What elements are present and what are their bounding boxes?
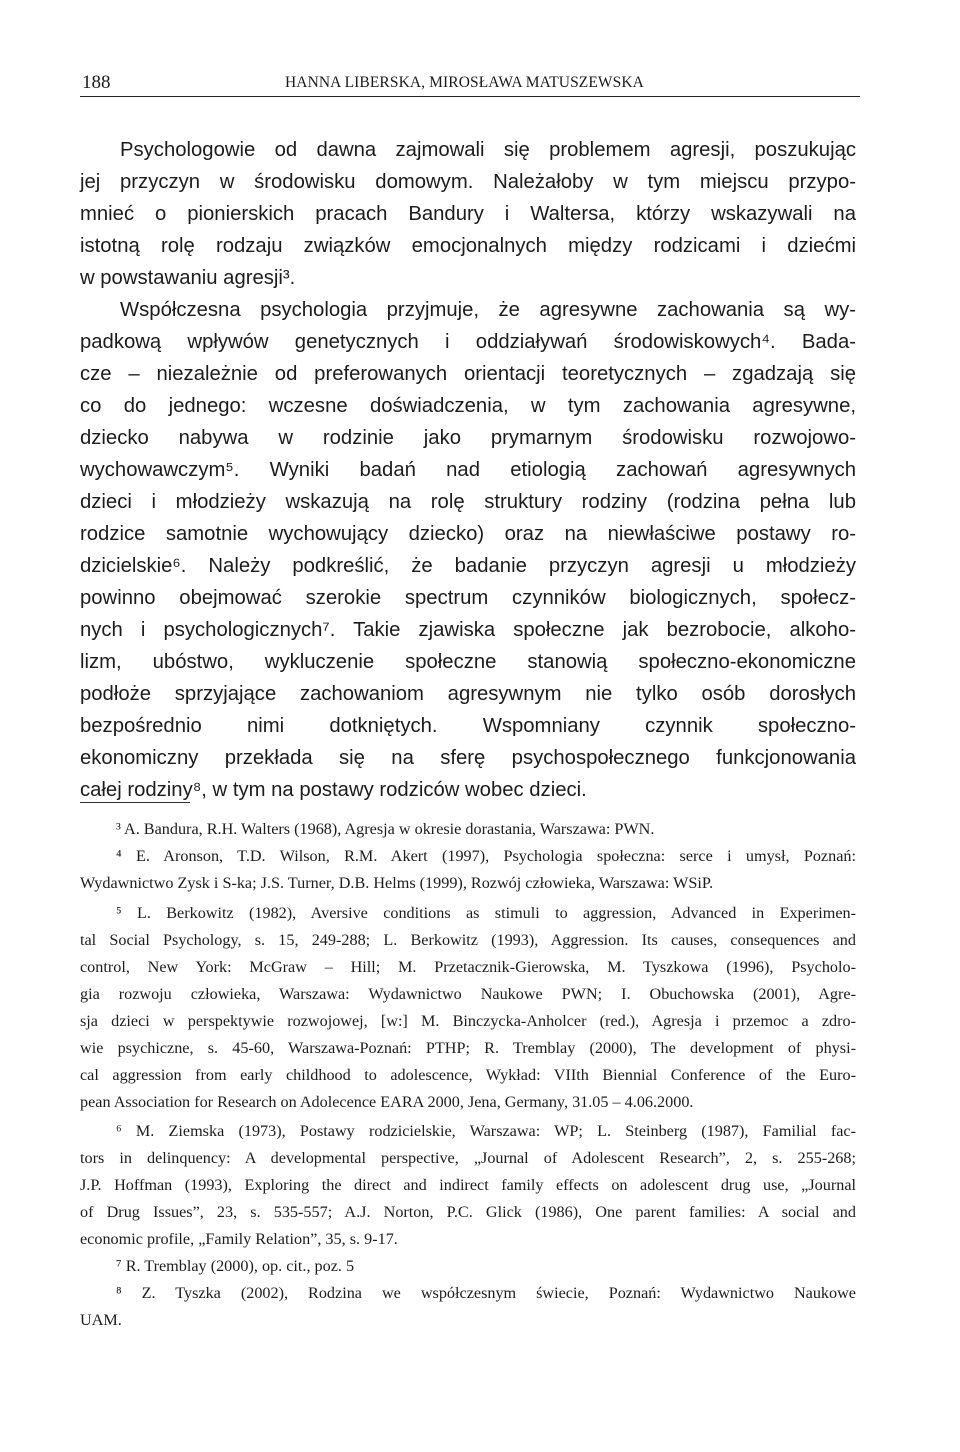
footnote-line: Wydawnictwo Zysk i S-ka; J.S. Turner, D.B. Helms (1999), Rozwój człowieka, Warszawa: WSiP.	[80, 874, 714, 892]
footnote-line: gia rozwoju człowieka, Warszawa: Wydawnictwo Naukowe PWN; I. Obuchowska (2001), Agre-	[80, 985, 856, 1003]
running-head-authors: HANNA LIBERSKA, MIROSŁAWA MATUSZEWSKA	[285, 74, 644, 91]
footnote-line: ⁸ Z. Tyszka (2002), Rodzina we współczesnym świecie, Poznań: Wydawnictwo Naukowe	[116, 1284, 856, 1302]
body-line: wychowawczym⁵. Wyniki badań nad etiologią zachowań agresywnych	[80, 459, 856, 481]
body-line: w powstawaniu agresji³.	[80, 267, 296, 289]
footnote-line: ⁶ M. Ziemska (1973), Postawy rodzicielskie, Warszawa: WP; L. Steinberg (1987), Familial fac-	[116, 1122, 856, 1140]
running-header	[80, 68, 860, 97]
footnote-line: UAM.	[80, 1311, 122, 1329]
body-line: co do jednego: wczesne doświadczenia, w tym zachowania agresywne,	[80, 395, 856, 417]
body-line: dziecko nabywa w rodzinie jako prymarnym środowisku rozwojowo-	[80, 427, 856, 449]
body-line: padkową wpływów genetycznych i oddziaływań środowiskowych⁴. Bada-	[80, 331, 856, 353]
footnote-line: tal Social Psychology, s. 15, 249-288; L. Berkowitz (1993), Aggression. Its causes, consequences and	[80, 931, 856, 949]
footnote-line: ⁵ L. Berkowitz (1982), Aversive conditions as stimuli to aggression, Advanced in Experimen-	[116, 904, 856, 922]
footnote-line: pean Association for Research on Adolecence EARA 2000, Jena, Germany, 31.05 – 4.06.2000.	[80, 1093, 694, 1111]
body-line: powinno obejmować szerokie spectrum czynników biologicznych, społecz-	[80, 587, 856, 609]
body-line: Współczesna psychologia przyjmuje, że agresywne zachowania są wy-	[120, 299, 856, 321]
body-line: mnieć o pionierskich pracach Bandury i Waltersa, którzy wskazywali na	[80, 203, 856, 225]
footnote-line: of Drug Issues”, 23, s. 535-557; A.J. Norton, P.C. Glick (1986), One parent families: A social and	[80, 1203, 856, 1221]
body-line: istotną rolę rodzaju związków emocjonalnych między rodzicami i dziećmi	[80, 235, 856, 257]
footnote-line: economic profile, „Family Relation”, 35, s. 9-17.	[80, 1230, 398, 1248]
footnote-line: wie psychiczne, s. 45-60, Warszawa-Poznań: PTHP; R. Tremblay (2000), The development of physi-	[80, 1039, 856, 1057]
footnote-line: ⁷ R. Tremblay (2000), op. cit., poz. 5	[116, 1257, 355, 1275]
footnote-line: ⁴ E. Aronson, T.D. Wilson, R.M. Akert (1997), Psychologia społeczna: serce i umysł, Poznań:	[116, 847, 856, 865]
footnote-divider	[80, 802, 190, 803]
body-line: całej rodziny⁸, w tym na postawy rodziców wobec dzieci.	[80, 779, 587, 801]
footnote-line: control, New York: McGraw – Hill; M. Przetacznik-Gierowska, M. Tyszkowa (1996), Psycholo-	[80, 958, 856, 976]
body-line: dzieci i młodzieży wskazują na rolę struktury rodziny (rodzina pełna lub	[80, 491, 856, 513]
footnote-line: ³ A. Bandura, R.H. Walters (1968), Agresja w okresie dorastania, Warszawa: PWN.	[116, 820, 655, 838]
body-line: lizm, ubóstwo, wykluczenie społeczne stanowią społeczno-ekonomiczne	[80, 651, 856, 673]
body-line: jej przyczyn w środowisku domowym. Należałoby w tym miejscu przypo-	[80, 171, 856, 193]
footnote-line: J.P. Hoffman (1993), Exploring the direct and indirect family effects on adolescent drug use, „Journal	[80, 1176, 856, 1194]
footnote-line: cal aggression from early childhood to adolescence, Wykład: VIIth Biennial Conference of the Euro-	[80, 1066, 856, 1084]
body-line: dzicielskie⁶. Należy podkreślić, że badanie przyczyn agresji u młodzieży	[80, 555, 856, 577]
footnote-line: sja dzieci w perspektywie rozwojowej, [w:] M. Binczycka-Anholcer (red.), Agresja i przemoc a zdro-	[80, 1012, 856, 1030]
body-line: podłoże sprzyjające zachowaniom agresywnym nie tylko osób dorosłych	[80, 683, 856, 705]
page-number: 188	[82, 72, 111, 93]
body-line: Psychologowie od dawna zajmowali się problemem agresji, poszukując	[120, 139, 856, 161]
body-line: ekonomiczny przekłada się na sferę psychospołecznego funkcjonowania	[80, 747, 856, 769]
footnote-line: tors in delinquency: A developmental perspective, „Journal of Adolescent Research”, 2, s. 255-268;	[80, 1149, 856, 1167]
body-line: nych i psychologicznych⁷. Takie zjawiska społeczne jak bezrobocie, alkoho-	[80, 619, 856, 641]
body-line: bezpośrednio nimi dotkniętych. Wspomniany czynnik społeczno-	[80, 715, 856, 737]
body-line: rodzice samotnie wychowujący dziecko) oraz na niewłaściwe postawy ro-	[80, 523, 856, 545]
body-line: cze – niezależnie od preferowanych orientacji teoretycznych – zgadzają się	[80, 363, 856, 385]
